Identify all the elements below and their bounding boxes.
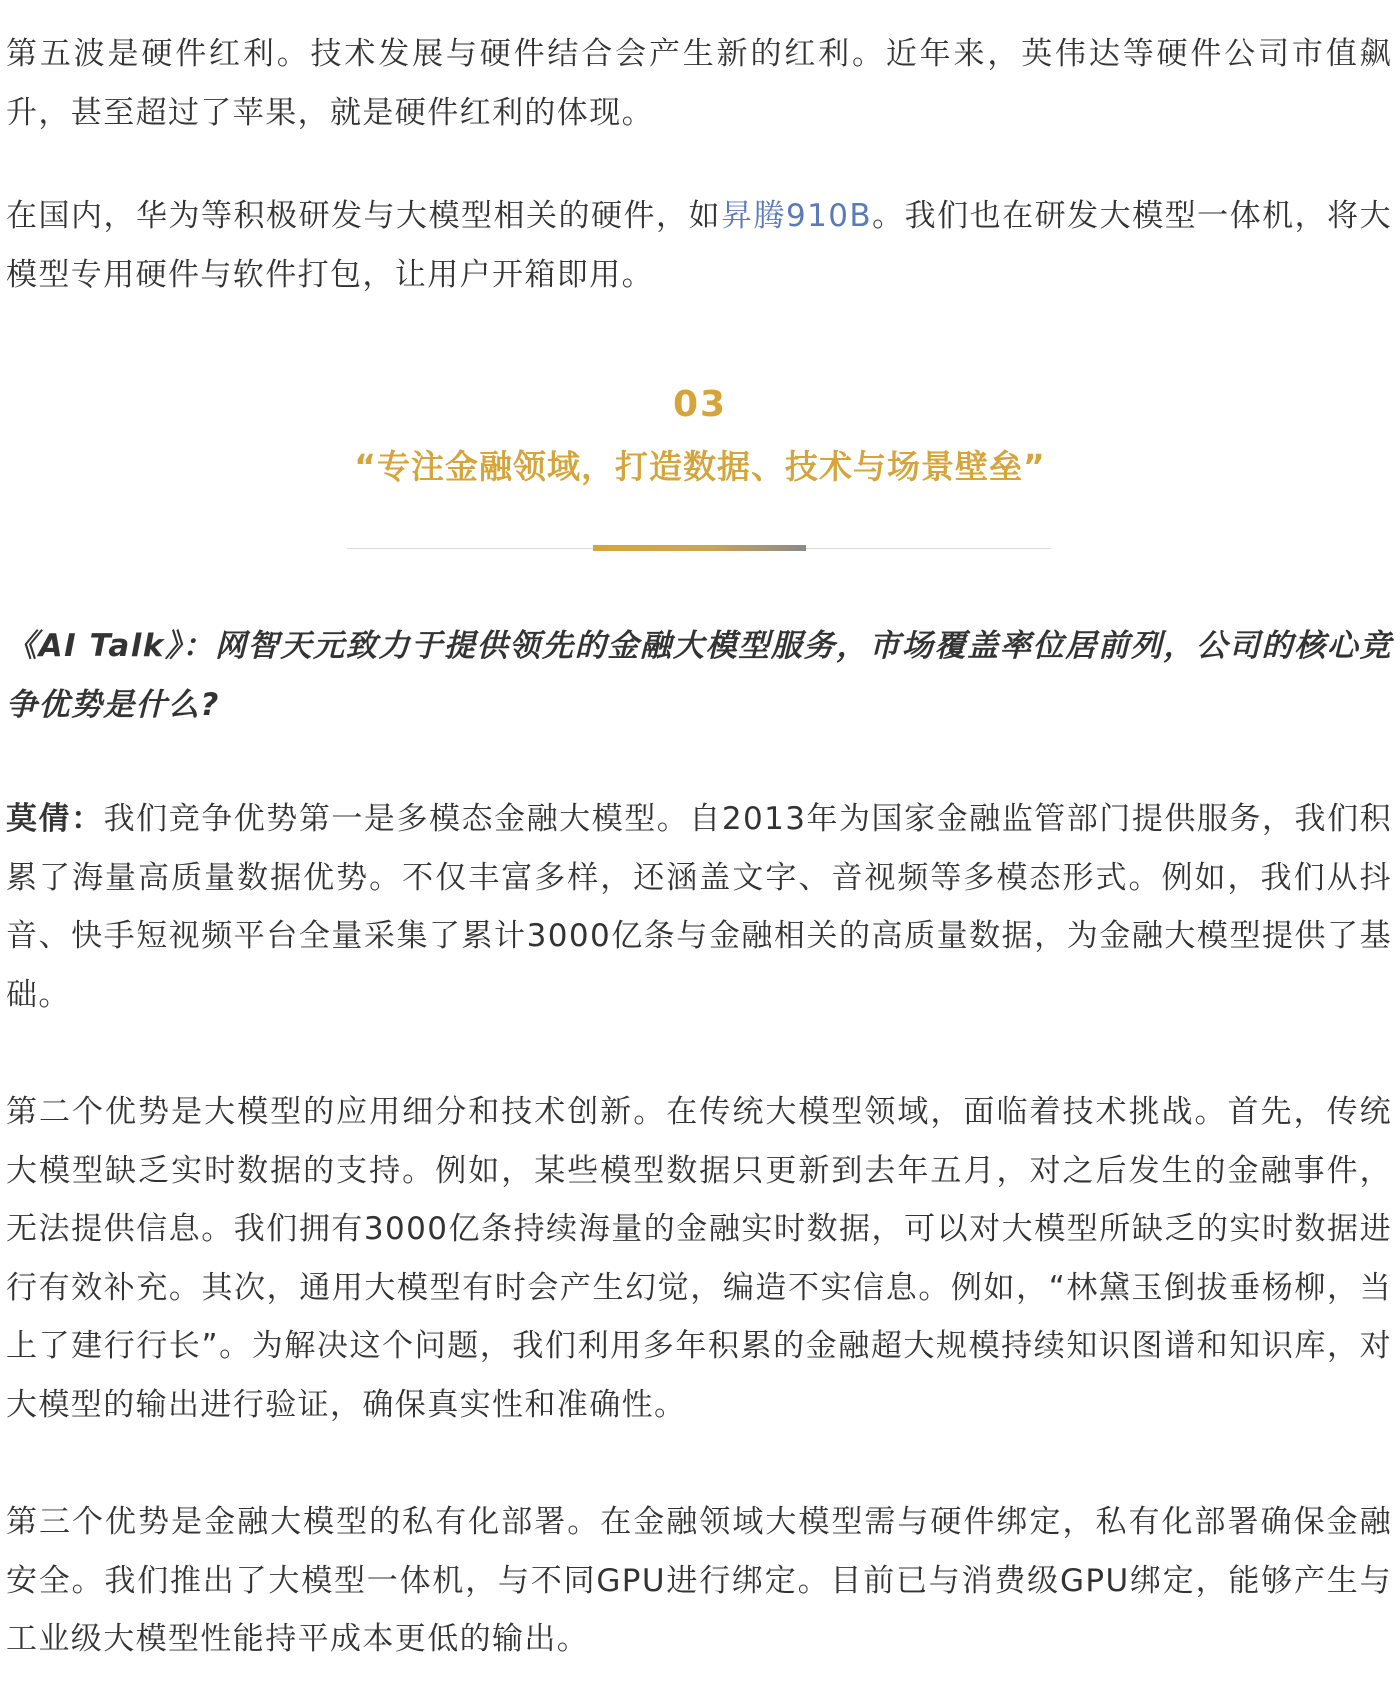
paragraph-domestic-hardware	[6, 187, 1392, 304]
answer-paragraph-3: 第三个优势是金融大模型的私有化部署。在金融领域大模型需与硬件绑定，私有化部署确保金融安全。我们推出了大模型一体机，与不同GPU进行绑定。目前已与消费级GPU绑定，能够产生与工业级大模型性能持平成本更低的输出。	[6, 1504, 1392, 1657]
speaker-label: 莫倩：	[6, 801, 104, 837]
answer-paragraph-1	[6, 790, 1392, 1024]
answer-paragraph-2: 第二个优势是大模型的应用细分和技术创新。在传统大模型领域，面临着技术挑战。首先，传统大模型缺乏实时数据的支持。例如，某些模型数据只更新到去年五月，对之后发生的金融事件，无法提供信息。我们拥有3000亿条持续海量的金融实时数据，可以对大模型所缺乏的实时数据进行有效补充。其次，通用大模型有时会产生幻觉，编造不实信息。例如，“林黛玉倒拔垂杨柳，当上了建行行长”。为解决这个问题，我们利用多年积累的金融超大规模持续知识图谱和知识库，对大模型的输出进行验证，确保真实性和准确性。	[6, 1094, 1392, 1423]
interview-question: 《AI Talk》：网智天元致力于提供领先的金融大模型服务，市场覆盖率位居前列，公司的核心竞争优势是什么?	[6, 628, 1392, 723]
paragraph-hardware-dividend	[6, 25, 1392, 142]
answer-text: 我们竞争优势第一是多模态金融大模型。自2013年为国家金融监管部门提供服务，我们积累了海量高质量数据优势。不仅丰富多样，还涵盖文字、音视频等多模态形式。例如，我们从抖音、快手短视频平台全量采集了累计3000亿条与金融相关的高质量数据，为金融大模型提供了基础。	[6, 801, 1393, 1013]
section-title: “专注金融领域，打造数据、技术与场景壁垒”	[354, 447, 1046, 486]
paragraph-text-after-link: 。我们也在研发大模型一体机，将大模型专用硬件与软件打包，让用户开箱即用。	[6, 198, 1392, 293]
section-number: 03	[672, 384, 728, 425]
section-divider-accent	[593, 545, 806, 551]
ascend-910b-link[interactable]: 昇腾910B	[720, 198, 873, 234]
paragraph-text: 第五波是硬件红利。技术发展与硬件结合会产生新的红利。近年来，英伟达等硬件公司市值飙升，甚至超过了苹果，就是硬件红利的体现。	[6, 36, 1392, 131]
paragraph-text-before-link: 在国内，华为等积极研发与大模型相关的硬件，如	[6, 198, 721, 234]
